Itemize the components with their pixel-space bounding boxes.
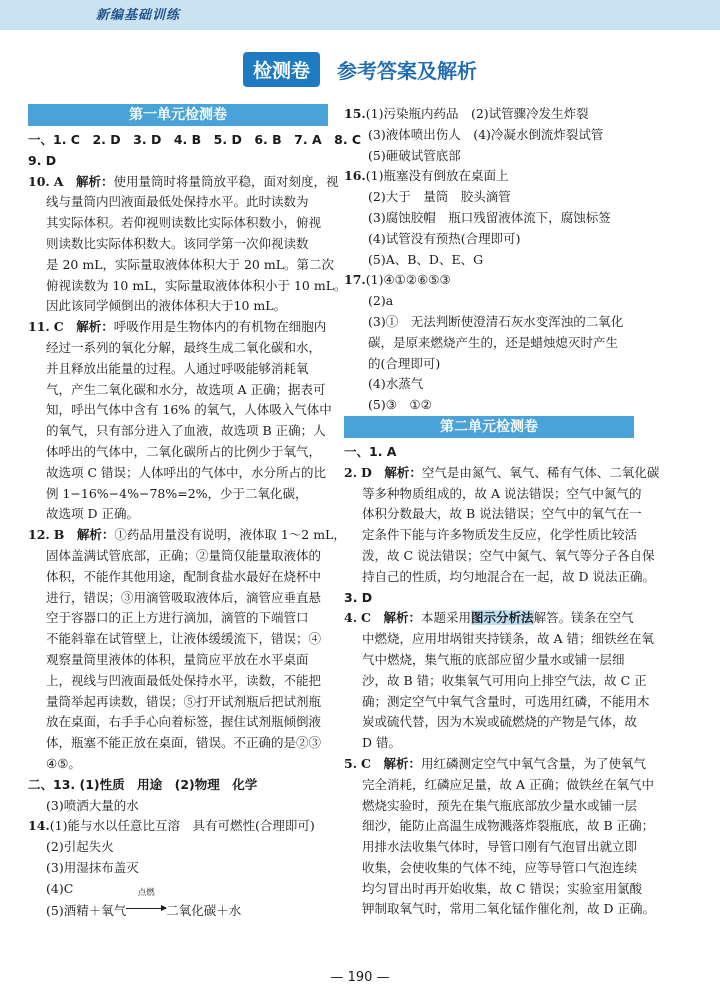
- line-text: 气中燃烧，集气瓶的底部应留少量水或铺一层细: [362, 651, 625, 667]
- line-text: 本题采用: [421, 610, 472, 626]
- answer-line: [28, 380, 346, 401]
- answer-line: [344, 484, 644, 505]
- section-title-unit-1: 第一单元检测卷: [28, 104, 328, 126]
- answer-line: [344, 796, 644, 817]
- right-column: [344, 104, 660, 920]
- analysis-label: 解析：: [383, 755, 422, 771]
- line-text: 一、1. C 2. D 3. D 4. B 5. D 6. B 7. A 8. C: [28, 132, 362, 147]
- line-text: 空气是由氮气、氧气、稀有气体、二氧化碳: [421, 464, 660, 480]
- answer-line: [28, 629, 346, 650]
- line-text: (3)腐蚀胶帽 瓶口残留液体流下，腐蚀标签: [368, 209, 611, 225]
- line-text: 不能斜靠在试管壁上，让液体缓缓流下，错误；④: [46, 631, 322, 647]
- line-text: (3)用湿抹布盖灭: [46, 859, 139, 875]
- answer-line: [28, 192, 346, 213]
- answer-line: [344, 754, 647, 775]
- line-text: 例 1−16%−4%−78%=2%，少于二氧化碳，: [46, 485, 308, 501]
- answer-line: [28, 754, 346, 775]
- answer-line: [28, 733, 346, 754]
- line-text: 持自己的性质，均匀地混合在一起，故 D 说法正确。: [362, 568, 655, 584]
- answer-line: [28, 484, 346, 505]
- answer-line: [28, 255, 346, 276]
- line-text: 用排水法收集气体时，导管口刚有气泡冒出就立即: [362, 839, 638, 855]
- analysis-label: 解析：: [76, 319, 114, 335]
- line-text: (4)C: [46, 880, 74, 896]
- answer-choice: A: [53, 173, 64, 189]
- answer-line: [344, 354, 644, 375]
- line-text: 放在桌面，右手手心向着标签，握住试剂瓶倾倒液: [46, 714, 322, 730]
- answer-line: [344, 775, 654, 796]
- answer-line: [28, 588, 346, 609]
- answer-line: [28, 650, 346, 671]
- answer-line: [344, 816, 655, 837]
- method-highlight: 图示分析法: [471, 610, 534, 626]
- line-text: 体积，不能作其他用途，配制食盐水最好在烧杯中: [46, 568, 322, 584]
- line-text: 知，呼出气体中含有 16% 的氧气，人体吸入气体中: [46, 402, 332, 418]
- line-text: 体，瓶塞不能正放在桌面，错误。不正确的是②③: [46, 735, 322, 751]
- line-text: 量筒举起再读数，错误；⑤打开试剂瓶后把试剂瓶: [46, 693, 322, 709]
- right-answer-lines-bottom: [344, 442, 660, 920]
- section-title-unit-2: 第二单元检测卷: [344, 416, 634, 438]
- answer-line: [28, 213, 346, 234]
- answer-line: [28, 463, 346, 484]
- answer-line: [344, 712, 644, 733]
- line-text: 体呼出的气体中，二氧化碳所占的比例少于氧气，: [46, 443, 322, 459]
- answer-line: [344, 250, 644, 271]
- answer-line: [28, 172, 346, 193]
- line-text: 观察量筒里液体的体积，量筒应平放在水平桌面: [46, 651, 309, 667]
- answer-line: [28, 712, 346, 733]
- line-text: (4)水蒸气: [368, 376, 424, 392]
- line-text: 则读数比实际体积数大。该同学第一次仰视读数: [46, 235, 309, 251]
- answer-line: [344, 504, 644, 525]
- test-label: 检测卷: [243, 52, 320, 87]
- line-text: 碳，是原来燃烧产生的，还是蜡烛熄灭时产生: [368, 334, 619, 350]
- analysis-label: 解析：: [383, 610, 422, 626]
- line-text: 3. D: [344, 589, 373, 605]
- line-text: 沙，故 B 错；收集氧气可用向上排空气法，故 C 正: [362, 672, 647, 688]
- answer-line: [28, 338, 346, 359]
- line-text: 泼，故 C 说法错误；空气中氮气、氧气等分子各自保: [362, 547, 655, 563]
- question-number: 4.: [344, 610, 358, 626]
- line-text: 完全消耗，红磷应足量，故 A 正确；做铁丝在氧气中: [362, 776, 654, 792]
- answer-line: [344, 270, 644, 291]
- line-text: 确；测定空气中氧气含量时，可选用红磷，不能用木: [362, 693, 650, 709]
- answer-line: [344, 125, 644, 146]
- line-text: (3)液体喷出伤人 (4)冷凝水倒流炸裂试管: [368, 126, 604, 142]
- line-text: (1)瓶塞没有倒放在桌面上: [365, 168, 509, 184]
- line-text: (5)A、B、D、E、G: [368, 251, 484, 267]
- line-text: 的氧气，只有部分进入了血液，故选项 B 正确；人: [46, 423, 326, 439]
- line-text: 用红磷测定空气中氧气含量，为了使氧气: [421, 755, 647, 771]
- answer-line: [28, 608, 346, 629]
- answer-choice: C: [361, 610, 371, 626]
- answer-line: [28, 796, 346, 817]
- answer-line: [344, 899, 655, 920]
- answer-line: [28, 442, 346, 463]
- analysis-label: 解析：: [384, 464, 422, 480]
- answer-line: [28, 837, 346, 858]
- question-number: 17.: [344, 272, 366, 288]
- answer-line: [344, 837, 644, 858]
- line-text: D 错。: [362, 735, 401, 751]
- line-text: (4)试管没有预热(合理即可): [368, 230, 521, 246]
- line-text: 故选项 D 正确。: [46, 506, 139, 522]
- analysis-label: 解析：: [75, 173, 114, 189]
- line-text: 一、1. A: [344, 443, 397, 459]
- answer-line: [28, 359, 346, 380]
- answer-choice: D: [361, 464, 372, 480]
- top-banner: [0, 0, 720, 30]
- line-text: 体积分数最大，故 B 说法错误；空气中的氧气在一: [362, 506, 642, 522]
- line-text: (3)① 无法判断使澄清石灰水变浑浊的二氧化: [368, 313, 624, 329]
- answer-line: [28, 692, 346, 713]
- line-text: 等多种物质组成的，故 A 说法错误；空气中氮气的: [362, 485, 642, 501]
- line-text: ④⑤。: [46, 755, 81, 771]
- line-text: 空于容器口的正上方进行滴加，滴管的下端管口: [46, 610, 309, 626]
- line-text: 因此该同学倾倒出的液体体积大于10 mL。: [46, 298, 287, 314]
- line-text: 固体盖满试管底部，正确；②量筒仅能量取液体的: [46, 547, 322, 563]
- line-text: ①药品用量没有说明，液体取 1～2 mL，: [114, 527, 346, 543]
- answer-line: [28, 130, 362, 151]
- line-text: 均匀冒出时再开始收集，故 C 错误；实验室用氯酸: [362, 880, 643, 896]
- line-text: (3)喷洒大量的水: [46, 797, 139, 813]
- right-answer-lines-top: [344, 104, 644, 416]
- answer-line: [344, 733, 644, 754]
- line-text: 是 20 mL，实际量取液体体积大于 20 mL。第二次: [46, 256, 335, 272]
- line-text: 上，视线与凹液面最低处保持水平，读数，不能把: [46, 672, 322, 688]
- line-text: 的(合理即可): [368, 355, 441, 371]
- page-number: — 190 —: [330, 970, 390, 985]
- answer-line: [28, 296, 346, 317]
- question-number: 16.: [344, 168, 366, 184]
- answer-line: [28, 317, 346, 338]
- line-text: (2)大于 量筒 胶头滴管: [368, 189, 511, 205]
- line-text: (2)引起失火: [46, 839, 114, 855]
- answer-line: [28, 816, 346, 837]
- line-text: (5)③ ①②: [368, 397, 432, 413]
- page-title: 参考答案及解析: [337, 59, 478, 83]
- line-text: 钾制取氧气时，常用二氧化锰作催化剂，故 D 正确。: [362, 901, 655, 917]
- line-text: (5)砸破试管底部: [368, 147, 461, 163]
- answer-line: [344, 187, 644, 208]
- page-header: [0, 52, 720, 87]
- reaction-arrow: [126, 888, 166, 915]
- answer-line: [28, 546, 346, 567]
- answer-line: [344, 608, 644, 629]
- answer-line: [344, 879, 644, 900]
- line-text: 解答。镁条在空气: [533, 610, 634, 626]
- reaction-condition: 点燃: [137, 888, 155, 899]
- line-text: 俯视读数为 10 mL，实际量取液体体积小于 10 mL。: [46, 277, 347, 293]
- question-number: 2.: [344, 464, 358, 480]
- answer-line: [344, 650, 644, 671]
- line-text: (2)a: [368, 293, 394, 309]
- answer-line: [344, 291, 644, 312]
- line-text: 呼吸作用是生物体内的有机物在细胞内: [113, 319, 327, 335]
- line-text: 9. D: [28, 152, 57, 168]
- equation-suffix: 二氧化碳＋水: [166, 903, 242, 919]
- line-text: (1)能与水以任意比互溶 具有可燃性(合理即可): [49, 818, 315, 834]
- answer-line: [344, 525, 644, 546]
- answer-line: [344, 312, 644, 333]
- answer-line: [28, 151, 346, 172]
- answer-line: [344, 146, 644, 167]
- answer-line: [344, 104, 644, 125]
- answer-line: [28, 276, 346, 297]
- line-text: 定条件下能与许多物质发生反应，化学性质比较活: [362, 527, 638, 543]
- answer-line: [28, 879, 346, 900]
- line-text: 进行，错误；③用滴管吸取液体后，滴管应垂直悬: [46, 589, 322, 605]
- line-text: (1)④①②⑥⑤③: [365, 272, 451, 288]
- equation-prefix: (5)酒精＋氧气: [46, 903, 127, 919]
- answer-line: [28, 400, 346, 421]
- line-text: 使用量筒时将量筒放平稳，面对刻度，视: [113, 173, 339, 189]
- answer-line: [344, 333, 644, 354]
- line-text: 中燃烧，应用坩埚钳夹持镁条，故 A 错；细铁丝在氧: [362, 631, 654, 647]
- line-text: 二、13. (1)性质 用途 (2)物理 化学: [28, 776, 258, 792]
- question-number: 5.: [344, 755, 358, 771]
- answer-line: [344, 692, 650, 713]
- question-number: 12.: [28, 527, 50, 543]
- line-text: (1)污染瓶内药品 (2)试管骤冷发生炸裂: [365, 106, 589, 121]
- answer-line: [344, 208, 644, 229]
- answer-line: [344, 629, 654, 650]
- line-text: 细沙，能防止高温生成物溅落炸裂瓶底，故 B 正确；: [362, 818, 655, 834]
- answer-line: [28, 234, 346, 255]
- line-text: 其实际体积。若仰视则读数比实际体积数小，俯视: [46, 215, 322, 231]
- answer-line: [344, 229, 644, 250]
- line-text: 气，产生二氧化碳和水分，故选项 A 正确；据表可: [46, 381, 326, 397]
- answer-line: [28, 421, 346, 442]
- analysis-label: 解析：: [76, 527, 115, 543]
- answer-line: [28, 671, 346, 692]
- answer-line: [28, 858, 346, 879]
- answer-choice: C: [361, 755, 371, 771]
- answer-line: [344, 546, 655, 567]
- answer-line: [344, 588, 644, 609]
- answer-line: [344, 374, 644, 395]
- answer-line: [344, 395, 644, 416]
- line-text: 并且释放出能量的过程。人通过呼吸能够消耗氧: [46, 360, 309, 376]
- answer-line: [28, 504, 346, 525]
- line-text: 线与量筒内凹液面最低处保持水平。此时读数为: [46, 194, 309, 210]
- answer-choice: C: [53, 319, 64, 335]
- answer-line: [344, 463, 660, 484]
- answer-line: [344, 671, 647, 692]
- line-text: 收集，会使收集的气体不纯，应等导管口气泡连续: [362, 859, 638, 875]
- question-number: 14.: [28, 818, 50, 834]
- line-text: 故选项 C 错误；人体呼出的气体中，水分所占的比: [46, 464, 327, 480]
- line-text: 经过一系列的氧化分解，最终生成二氧化碳和水，: [46, 339, 322, 355]
- answer-line: [28, 775, 346, 796]
- answer-line: [344, 858, 644, 879]
- answer-line: [344, 166, 644, 187]
- answer-choice: B: [53, 527, 65, 543]
- question-number: 11.: [28, 319, 50, 335]
- answer-line: [344, 567, 655, 588]
- answer-line: [28, 567, 346, 588]
- line-text: 燃烧实验时，预先在集气瓶底部放少量水或铺一层: [362, 797, 638, 813]
- question-number: 10.: [28, 173, 50, 189]
- series-title: 新编基础训练: [96, 8, 181, 23]
- answer-line: [344, 442, 644, 463]
- question-number: 15.: [344, 106, 366, 121]
- answer-line: [28, 525, 346, 546]
- line-text: 炭或硫代替，因为木炭或硫燃烧的产物是气体，故: [362, 714, 638, 730]
